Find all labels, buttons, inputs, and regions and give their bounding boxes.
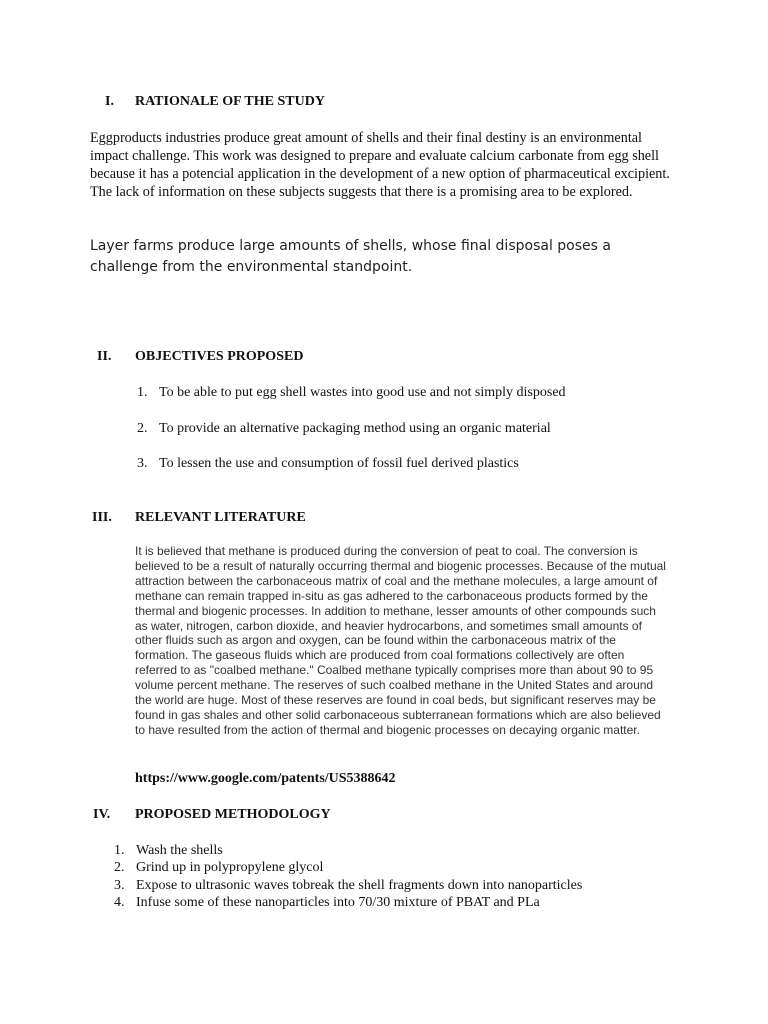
objective-text: To be able to put egg shell wastes into good use and not simply disposed xyxy=(159,385,566,400)
method-number: 2. xyxy=(114,860,125,875)
method-number: 4. xyxy=(114,895,125,910)
objective-item-3 xyxy=(137,456,519,472)
objective-text: To lessen the use and consumption of fossil fuel derived plastics xyxy=(159,456,519,471)
section-4-title: PROPOSED METHODOLOGY xyxy=(135,807,331,822)
method-text: Expose to ultrasonic waves tobreak the shell fragments down into nanoparticles xyxy=(136,878,583,893)
method-text: Infuse some of these nanoparticles into 70/30 mixture of PBAT and PLa xyxy=(136,895,540,910)
method-step-4 xyxy=(114,895,540,911)
method-text: Wash the shells xyxy=(136,843,223,858)
objective-number: 3. xyxy=(137,456,148,471)
objective-number: 1. xyxy=(137,385,148,400)
rationale-note: Layer farms produce large amounts of shells, whose final disposal poses a challenge from the environmental standpoint. xyxy=(90,238,611,275)
section-4-number: IV. xyxy=(93,807,111,822)
objective-number: 2. xyxy=(137,421,148,436)
section-1-title: RATIONALE OF THE STUDY xyxy=(135,94,325,109)
patent-link[interactable]: https://www.google.com/patents/US5388642 xyxy=(135,771,396,786)
method-number: 3. xyxy=(114,878,125,893)
section-2-title: OBJECTIVES PROPOSED xyxy=(135,349,304,364)
objective-item-2 xyxy=(137,421,551,437)
method-step-3 xyxy=(114,878,582,894)
literature-paragraph: It is believed that methane is produced during the conversion of peat to coal. The conversion is believed to be a result of naturally occurring thermal and biogenic processes. Because of the mutual attraction between the carbonaceous matrix of coal and the methane molecules, a large amount of methane can remain trapped in-situ as gas adhered to the carbonaceous products formed by the thermal and biogenic processes. In addition to methane, lesser amounts of other compounds such as water, nitrogen, carbon dioxide, and heavier hydrocarbons, and sometimes small amounts of other fluids such as argon and oxygen, can be found within the carbonaceous matrix of the formation. The gaseous fluids which are produced from coal formations collectively are often referred to as "coalbed methane." Coalbed methane typically comprises more than about 90 to 95 volume percent methane. The reserves of such coalbed methane in the United States and around the world are huge. Most of these reserves are found in coal beds, but significant reserves may be found in gas shales and other solid carbonaceous subterranean formations which are also believed to have resulted from the action of thermal and biogenic processes on decaying organic matter. xyxy=(135,544,666,737)
section-2-number: II. xyxy=(97,349,112,364)
method-number: 1. xyxy=(114,843,125,858)
method-step-2 xyxy=(114,860,323,876)
method-text: Grind up in polypropylene glycol xyxy=(136,860,324,875)
rationale-paragraph: Eggproducts industries produce great amount of shells and their final destiny is an environmental impact challenge. This work was designed to prepare and evaluate calcium carbonate from egg shell because it has a potencial application in the development of a new option of pharmaceutical excipient. The lack of information on these subjects suggests that there is a promising area to be explored. xyxy=(90,130,670,200)
objective-text: To provide an alternative packaging method using an organic material xyxy=(159,421,551,436)
section-3-number: III. xyxy=(92,510,112,525)
section-3-title: RELEVANT LITERATURE xyxy=(135,510,306,525)
objective-item-1 xyxy=(137,385,566,401)
section-1-number: I. xyxy=(105,94,114,109)
method-step-1 xyxy=(114,843,223,859)
